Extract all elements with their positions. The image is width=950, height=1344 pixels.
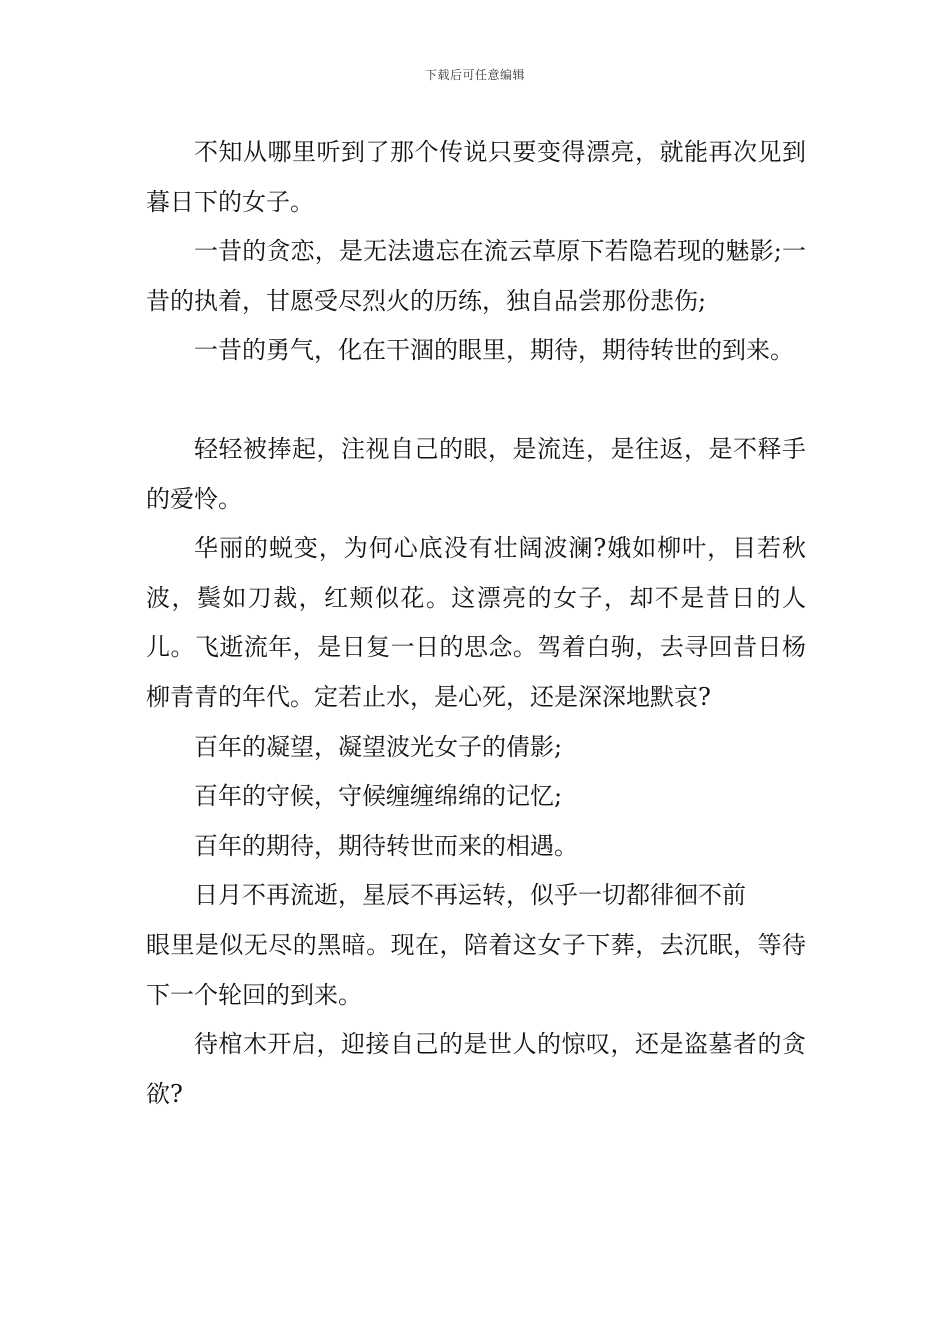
page-header: 下载后可任意编辑: [424, 68, 525, 82]
paragraph: 不知从哪里听到了那个传说只要变得漂亮，就能再次见到暮日下的女子。: [146, 138, 806, 216]
paragraph: 百年的守候，守候缠缠绵绵的记忆;: [194, 782, 563, 811]
paragraph: 一昔的勇气，化在干涸的眼里，期待，期待转世的到来。: [194, 336, 794, 365]
paragraph: 百年的期待，期待转世而来的相遇。: [194, 831, 578, 860]
paragraph: 百年的凝望，凝望波光女子的倩影;: [194, 732, 563, 761]
paragraph: 待棺木开启，迎接自己的是世人的惊叹，还是盗墓者的贪欲?: [146, 1030, 806, 1108]
paragraph: 一昔的贪恋，是无法遗忘在流云草原下若隐若现的魅影;一昔的执着，甘愿受尽烈火的历练，独自品尝那份悲伤;: [146, 237, 806, 315]
paragraph: 华丽的蜕变，为何心底没有壮阔波澜?娥如柳叶，目若秋波，鬓如刀裁，红颊似花。这漂亮的女子，却不是昔日的人儿。飞逝流年，是日复一日的思念。驾着白驹，去寻回昔日杨柳青青的年代。定若止水，是心死，还是深深地默哀?: [146, 534, 806, 711]
document-body: [146, 128, 806, 1119]
paragraph: 轻轻被捧起，注视自己的眼，是流连，是往返，是不释手的爱怜。: [146, 434, 806, 513]
paragraph: 日月不再流逝，星辰不再运转，似乎一切都徘徊不前: [194, 881, 746, 910]
paragraph: 眼里是似无尽的黑暗。现在，陪着这女子下葬，去沉眠，等待下一个轮回的到来。: [146, 930, 806, 1009]
paragraph-spacer: [146, 376, 806, 425]
